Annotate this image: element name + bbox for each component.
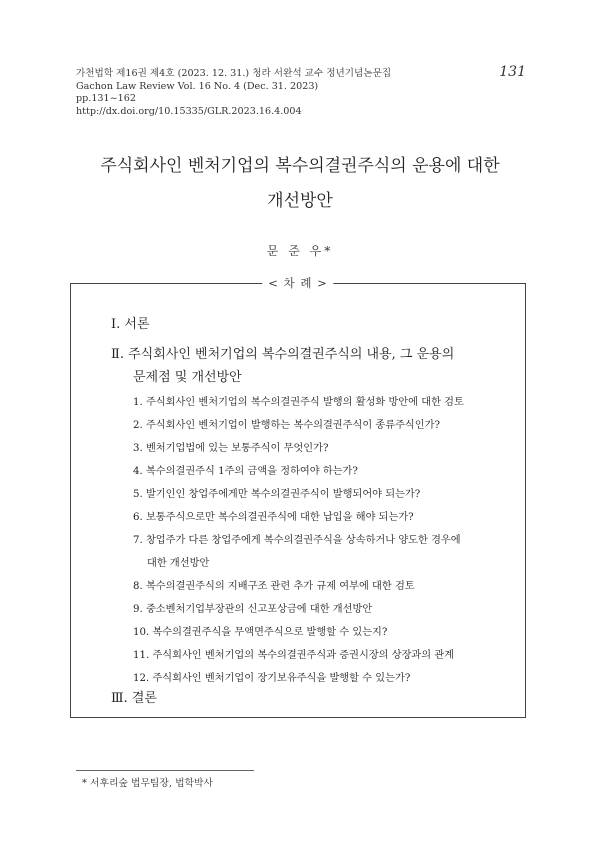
toc-subsection-10[interactable]: 10. 복수의결권주식을 무액면주식으로 발행할 수 있는지? <box>133 627 388 638</box>
journal-issue-line: 가천법학 제16권 제4호 (2023. 12. 31.) 청라 서완석 교수 정년기념논문집 <box>76 68 392 79</box>
toc-section-3[interactable] <box>111 687 157 706</box>
toc-subsection-9[interactable]: 9. 중소벤처기업부장관의 신고포상금에 대한 개선방안 <box>133 604 373 615</box>
journal-header <box>76 68 526 118</box>
toc-label: < 차 례 > <box>262 275 333 291</box>
author-name: 문 준 우* <box>266 244 334 258</box>
doi-link[interactable]: http://dx.doi.org/10.15335/GLR.2023.16.4.004 <box>76 105 302 117</box>
author-footnote: * 서후리숲 법무팀장, 법학박사 <box>82 778 213 789</box>
toc-subsection-7[interactable]: 7. 창업주가 다른 창업주에게 복수의결권주식을 상속하거나 양도한 경우에 <box>133 535 461 546</box>
toc-section-title: 주식회사인 벤처기업의 복수의결권주식의 내용, 그 운용의 <box>128 347 455 362</box>
toc-section-2[interactable] <box>111 343 454 362</box>
toc-section-title: 결론 <box>131 691 157 706</box>
toc-subsection-11[interactable]: 11. 주식회사인 벤처기업의 복수의결권주식과 증권시장의 상장과의 관계 <box>133 650 455 661</box>
page-range: pp.131~162 <box>76 93 136 104</box>
toc-section-number: Ⅱ. <box>111 347 124 362</box>
toc-section-1[interactable] <box>111 313 150 332</box>
footnote-divider <box>76 770 254 771</box>
toc-subsection-12[interactable]: 12. 주식회사인 벤처기업이 장기보유주식을 발행할 수 있는가? <box>133 673 411 684</box>
toc-section-number: Ⅲ. <box>111 691 128 706</box>
paper-title-line-2: 개선방안 <box>267 191 333 211</box>
toc-subsection-4[interactable]: 4. 복수의결권주식 1주의 금액을 정하여야 하는가? <box>133 466 358 477</box>
toc-subsection-1[interactable]: 1. 주식회사인 벤처기업의 복수의결권주식 발행의 활성화 방안에 대한 검토 <box>133 397 464 408</box>
toc-subsection-7-continued: 대한 개선방안 <box>147 558 210 569</box>
paper-title-line-1: 주식회사인 벤처기업의 복수의결권주식의 운용에 대한 <box>100 156 500 176</box>
journal-english-line: Gachon Law Review Vol. 16 No. 4 (Dec. 31. 2023) <box>76 80 319 92</box>
toc-section-2-continued: 문제점 및 개선방안 <box>133 370 242 385</box>
page-number: 131 <box>499 64 526 80</box>
toc-subsection-2[interactable]: 2. 주식회사인 벤처기업이 발행하는 복수의결권주식이 종류주식인가? <box>133 420 440 431</box>
toc-section-number: Ⅰ. <box>111 317 121 332</box>
toc-section-title: 서론 <box>124 317 150 332</box>
toc-subsection-8[interactable]: 8. 복수의결권주식의 지배구조 관련 추가 규제 여부에 대한 검토 <box>133 581 415 592</box>
toc-subsection-6[interactable]: 6. 보통주식으로만 복수의결권주식에 대한 납입을 해야 되는가? <box>133 512 414 523</box>
toc-subsection-5[interactable]: 5. 발기인인 창업주에게만 복수의결권주식이 발행되어야 되는가? <box>133 489 421 500</box>
table-of-contents <box>70 276 526 718</box>
toc-subsection-3[interactable]: 3. 벤처기업법에 있는 보통주식이 무엇인가? <box>133 443 329 454</box>
